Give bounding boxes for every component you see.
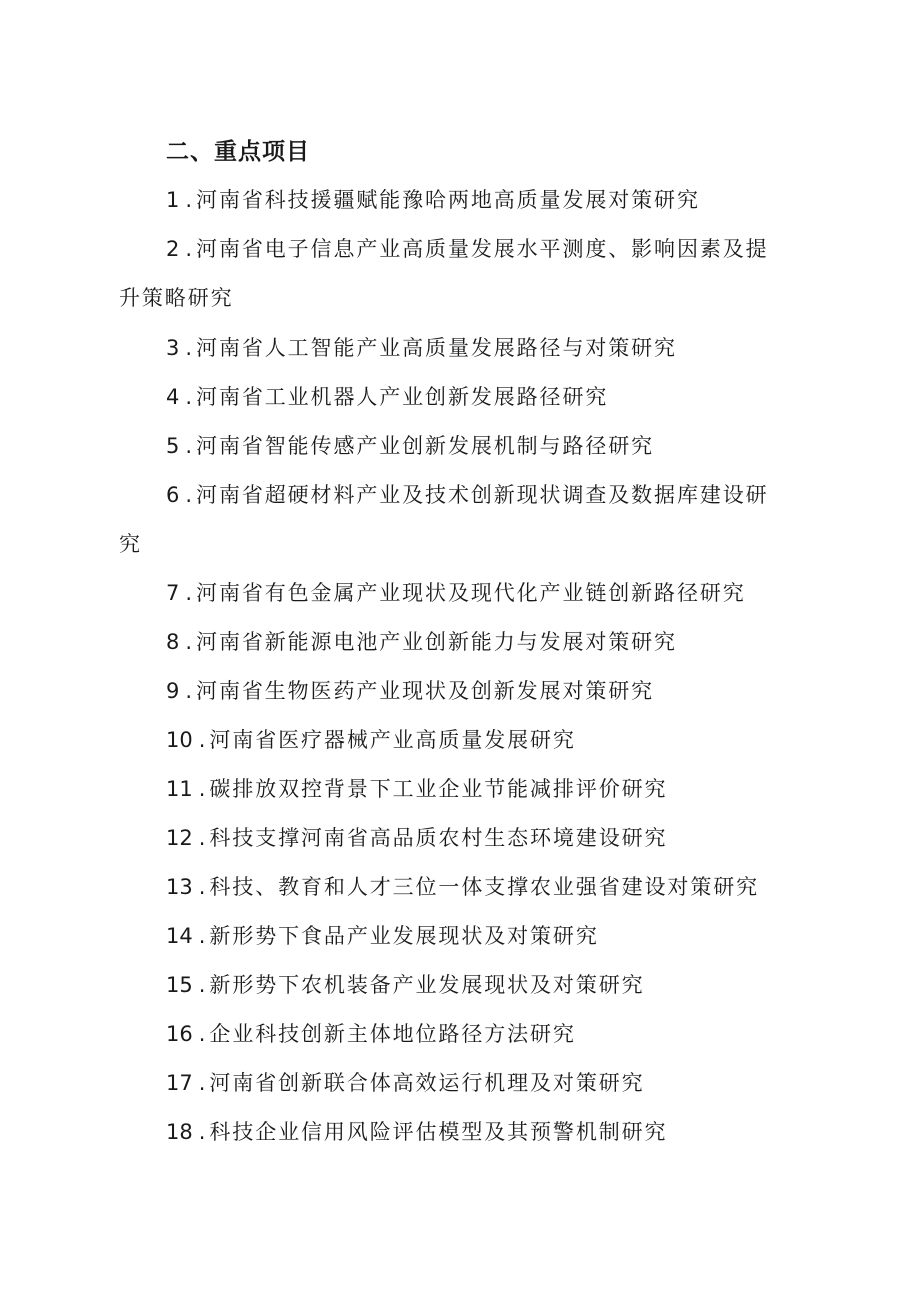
item-separator: . [198, 728, 206, 752]
list-item [119, 667, 789, 716]
item-number: 5 [166, 434, 180, 458]
item-separator: . [185, 434, 193, 458]
list-item [119, 324, 789, 373]
item-number: 2 [166, 237, 180, 261]
item-separator: . [185, 237, 193, 261]
list-item [119, 373, 789, 422]
list-item [119, 765, 789, 814]
item-number: 13 [166, 875, 193, 899]
list-item [119, 961, 789, 1010]
list-item [119, 422, 789, 471]
item-separator: . [198, 924, 206, 948]
item-number: 3 [166, 336, 180, 360]
item-text: 河南省科技援疆赋能豫哈两地高质量发展对策研究 [196, 188, 700, 212]
list-item [119, 618, 789, 667]
item-number: 18 [166, 1120, 193, 1144]
list-item [119, 471, 789, 569]
item-text: 科技支撑河南省高品质农村生态环境建设研究 [209, 826, 668, 850]
item-number: 10 [166, 728, 193, 752]
item-text: 河南省超硬材料产业及技术创新现状调查及数据库建设研究 [119, 483, 769, 556]
item-separator: . [198, 1022, 206, 1046]
item-number: 7 [166, 581, 180, 605]
item-number: 11 [166, 777, 193, 801]
list-item [119, 814, 789, 863]
item-separator: . [185, 336, 193, 360]
item-separator: . [185, 483, 193, 507]
item-text: 科技、教育和人才三位一体支撑农业强省建设对策研究 [209, 875, 760, 899]
item-separator: . [198, 973, 206, 997]
item-text: 河南省医疗器械产业高质量发展研究 [209, 728, 576, 752]
item-text: 新形势下农机装备产业发展现状及对策研究 [209, 973, 645, 997]
item-text: 新形势下食品产业发展现状及对策研究 [209, 924, 599, 948]
item-number: 9 [166, 679, 180, 703]
list-item [119, 1059, 789, 1108]
item-number: 12 [166, 826, 193, 850]
item-number: 16 [166, 1022, 193, 1046]
item-separator: . [198, 1071, 206, 1095]
list-item [119, 225, 789, 323]
item-separator: . [198, 875, 206, 899]
item-separator: . [185, 630, 193, 654]
item-separator: . [185, 581, 193, 605]
item-text: 企业科技创新主体地位路径方法研究 [209, 1022, 576, 1046]
list-item [119, 716, 789, 765]
list-item [119, 912, 789, 961]
item-separator: . [185, 188, 193, 212]
item-separator: . [185, 679, 193, 703]
item-separator: . [198, 777, 206, 801]
item-text: 河南省有色金属产业现状及现代化产业链创新路径研究 [196, 581, 746, 605]
item-separator: . [198, 826, 206, 850]
item-number: 17 [166, 1071, 193, 1095]
item-text: 河南省创新联合体高效运行机理及对策研究 [209, 1071, 645, 1095]
list-item [119, 863, 789, 912]
item-separator: . [185, 385, 193, 409]
item-text: 河南省新能源电池产业创新能力与发展对策研究 [196, 630, 677, 654]
item-number: 4 [166, 385, 180, 409]
list-item [119, 1010, 789, 1059]
item-text: 科技企业信用风险评估模型及其预警机制研究 [209, 1120, 668, 1144]
item-number: 15 [166, 973, 193, 997]
item-text: 碳排放双控背景下工业企业节能减排评价研究 [209, 777, 668, 801]
list-item [119, 1108, 789, 1157]
item-text: 河南省人工智能产业高质量发展路径与对策研究 [196, 336, 677, 360]
item-number: 8 [166, 630, 180, 654]
list-item [119, 176, 789, 225]
item-text: 河南省电子信息产业高质量发展水平测度、影响因素及提升策略研究 [119, 237, 769, 310]
item-number: 14 [166, 924, 193, 948]
section-title: 二、重点项目 [166, 139, 310, 165]
item-separator: . [198, 1120, 206, 1144]
item-text: 河南省智能传感产业创新发展机制与路径研究 [196, 434, 655, 458]
list-item [119, 569, 789, 618]
item-text: 河南省生物医药产业现状及创新发展对策研究 [196, 679, 655, 703]
item-number: 6 [166, 483, 180, 507]
item-text: 河南省工业机器人产业创新发展路径研究 [196, 385, 609, 409]
item-number: 1 [166, 188, 180, 212]
